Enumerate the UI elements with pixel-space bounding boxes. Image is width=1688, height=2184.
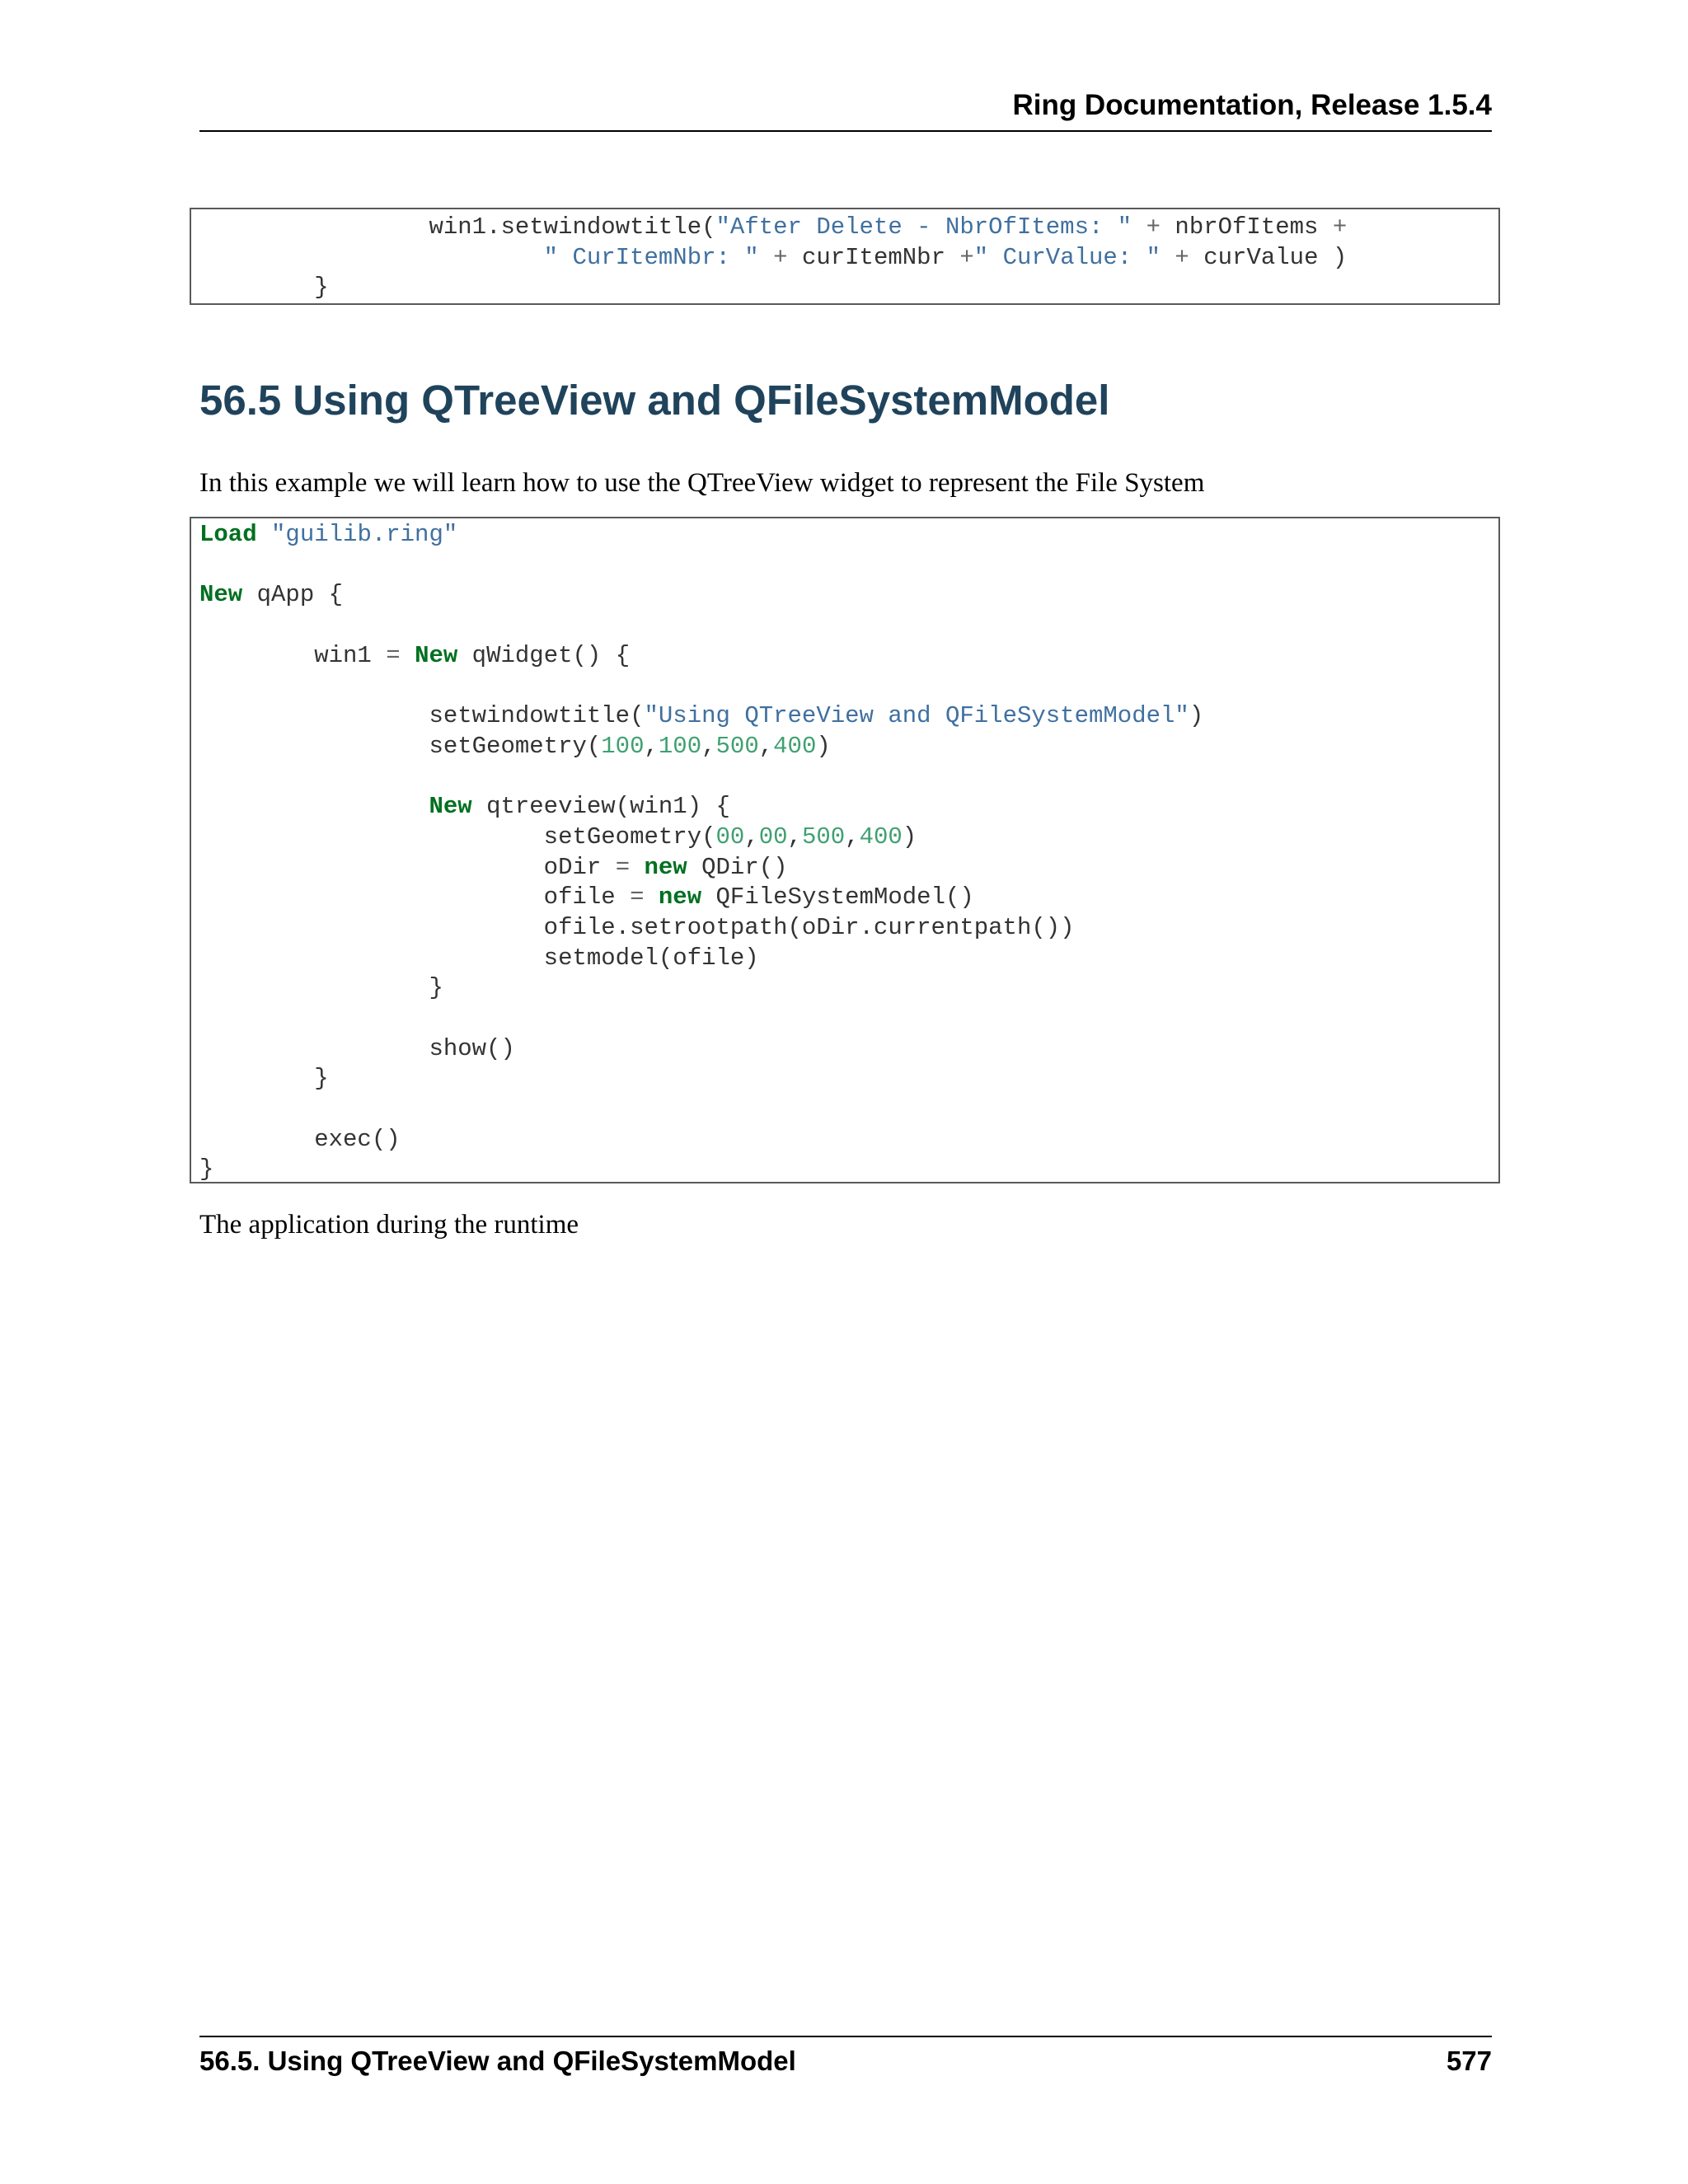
code-text [630, 854, 644, 881]
code-text: ) [902, 823, 917, 851]
code-line [191, 913, 1498, 944]
page-header [199, 91, 1492, 132]
code-text: win1 [199, 641, 387, 669]
code-line [191, 883, 1498, 913]
page-number: 577 [1446, 2046, 1492, 2076]
code-text: nbrOfItems [1175, 213, 1333, 241]
code-block-delete-snippet [190, 208, 1500, 305]
code-line [191, 853, 1498, 883]
code-text [401, 642, 415, 669]
code-keyword: New [429, 793, 472, 821]
code-text: curItemNbr [801, 243, 960, 271]
code-text [199, 213, 429, 241]
code-number: 100 [601, 732, 645, 760]
code-text: QDir() [687, 853, 788, 881]
code-text: ofile [199, 883, 631, 912]
code-text: , [744, 823, 759, 851]
code-keyword: new [658, 883, 702, 912]
code-number: 100 [658, 732, 702, 760]
code-line [191, 1034, 1498, 1065]
document-title: Ring Documentation, Release 1.5.4 [1012, 89, 1492, 121]
code-text: ofile.setrootpath(oDir.currentpath()) [199, 913, 1075, 941]
code-number: 500 [801, 823, 846, 851]
code-text: oDir [199, 853, 616, 881]
code-text: } [199, 974, 443, 1002]
code-text: setGeometry( [199, 823, 716, 851]
caption-paragraph: The application during the runtime [199, 1210, 579, 1240]
code-keyword: New [199, 581, 243, 609]
code-line [191, 520, 1498, 551]
code-line [191, 1094, 1498, 1125]
code-text [199, 793, 429, 820]
code-line [191, 823, 1498, 853]
code-line [191, 243, 1498, 274]
code-text [645, 883, 659, 911]
code-line [191, 671, 1498, 701]
code-text: } [199, 274, 329, 302]
code-line [191, 1004, 1498, 1034]
code-text: setmodel(ofile) [199, 944, 759, 972]
code-text [199, 244, 544, 271]
code-text: , [701, 732, 716, 760]
code-operator: + [1160, 243, 1204, 271]
code-line [191, 701, 1498, 732]
code-line [191, 1125, 1498, 1155]
code-operator: = [615, 853, 631, 881]
code-text: ) [1189, 702, 1204, 730]
code-operator: = [630, 883, 645, 912]
code-number: 400 [859, 823, 903, 851]
code-text: , [758, 732, 774, 760]
code-line [191, 732, 1498, 762]
code-line [191, 580, 1498, 611]
code-line [191, 973, 1498, 1004]
code-operator: + [1132, 213, 1175, 241]
intro-paragraph: In this example we will learn how to use the QTreeView widget to represent the File System [199, 468, 1205, 498]
code-operator: + [959, 243, 974, 271]
code-operator: = [386, 641, 401, 669]
code-line [191, 551, 1498, 581]
code-operator: + [1332, 213, 1348, 241]
code-text: setwindowtitle( [199, 702, 645, 730]
code-number: 400 [773, 732, 817, 760]
footer-section-title: 56.5. Using QTreeView and QFileSystemModel [199, 2046, 796, 2076]
code-string: " CurValue: " [973, 243, 1161, 271]
code-line [191, 641, 1498, 672]
code-text: qApp { [242, 581, 344, 609]
code-string: "guilib.ring" [271, 521, 458, 548]
code-text: setGeometry( [199, 732, 602, 760]
page-footer [199, 2036, 1492, 2076]
code-text: , [845, 823, 860, 851]
code-string: " CurItemNbr: " [543, 243, 759, 271]
code-text: , [644, 732, 659, 760]
code-text: win1.setwindowtitle( [429, 213, 716, 241]
code-block-qtreeview-example [190, 517, 1500, 1183]
code-text [257, 521, 271, 548]
code-keyword: new [644, 853, 687, 881]
code-text: show() [199, 1034, 515, 1062]
code-line [191, 1064, 1498, 1094]
code-line [191, 792, 1498, 823]
code-line [191, 1155, 1498, 1183]
code-line [191, 213, 1498, 243]
code-number: 00 [715, 823, 745, 851]
code-text: } [199, 1065, 329, 1093]
code-line [191, 273, 1498, 303]
code-line [191, 944, 1498, 974]
code-text: curValue ) [1203, 243, 1348, 271]
code-text: , [787, 823, 802, 851]
code-text: exec() [199, 1125, 401, 1153]
code-string: "After Delete - NbrOfItems: " [715, 213, 1132, 241]
code-text: QFileSystemModel() [701, 883, 974, 912]
code-text: qWidget() { [457, 641, 631, 669]
code-line [191, 762, 1498, 793]
code-text: } [199, 1155, 214, 1183]
code-number: 00 [758, 823, 788, 851]
code-keyword: Load [199, 521, 257, 548]
section-heading: 56.5 Using QTreeView and QFileSystemModel [199, 377, 1110, 424]
code-text: ) [816, 732, 831, 760]
code-operator: + [758, 243, 802, 271]
code-number: 500 [715, 732, 759, 760]
code-line [191, 611, 1498, 641]
code-string: "Using QTreeView and QFileSystemModel" [644, 702, 1189, 730]
code-text: qtreeview(win1) { [471, 793, 730, 821]
code-keyword: New [415, 641, 458, 669]
